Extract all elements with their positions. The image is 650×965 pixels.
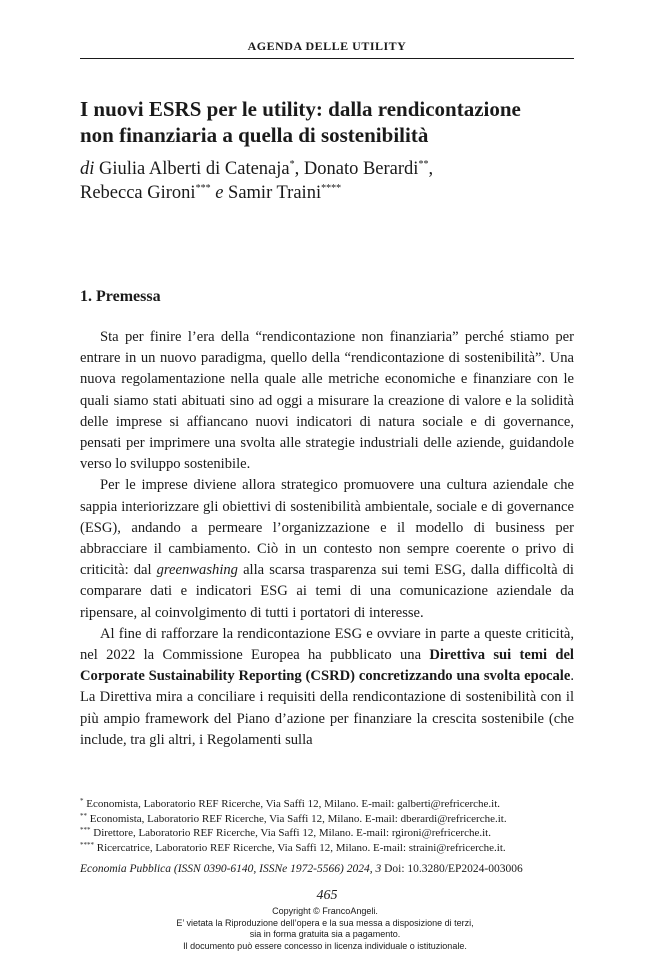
copyright-line: sia in forma gratuita sia a pagamento. bbox=[249, 929, 401, 939]
author-list bbox=[80, 157, 600, 205]
title-line-1: I nuovi ESRS per le utility: dalla rendicontazione bbox=[80, 97, 521, 121]
footnote-text: Economista, Laboratorio REF Ricerche, Via Saffi 12, Milano. E-mail: dberardi@refricerche.it. bbox=[89, 812, 507, 825]
copyright-notice bbox=[0, 906, 650, 952]
running-head: AGENDA DELLE UTILITY bbox=[247, 39, 407, 53]
body-text bbox=[80, 327, 574, 751]
footnotes bbox=[80, 797, 580, 855]
by-word: di bbox=[80, 159, 95, 179]
author-separator: , bbox=[294, 159, 304, 179]
footnote-mark: ** bbox=[418, 159, 429, 170]
paragraph-text: Al fine di rafforzare la rendicontazione ESG e ovviare in parte a queste criticità, nel 2022 la Commissione Europea ha pubblicato una bbox=[80, 625, 574, 664]
footnote-text: Ricercatrice, Laboratorio REF Ricerche, Via Saffi 12, Milano. E-mail: straini@refricerche.it. bbox=[96, 841, 506, 854]
author-name: Samir Traini bbox=[228, 183, 322, 203]
bold-emphasis: Direttiva sui temi del Corporate Sustainability Reporting (CSRD) concretizzando una svolta epocale bbox=[80, 647, 574, 685]
footnote-mark: **** bbox=[321, 183, 342, 194]
article-title bbox=[80, 96, 580, 148]
paragraph-text: . La Direttiva mira a conciliare i requisiti della rendicontazione di sostenibilità con il più ampio framework del Piano d’azione per finanziare la crescita sostenibile (che include, tra gli altri, i Regolamenti sulla bbox=[80, 668, 574, 748]
footnote bbox=[80, 826, 580, 841]
footnote bbox=[80, 797, 580, 812]
header-rule bbox=[80, 58, 574, 59]
author-name: Giulia Alberti di Catenaja bbox=[99, 159, 290, 179]
paragraph-text: alla scarsa trasparenza sui temi ESG, dalla difficoltà di comparare dati e indicatori ESG ai temi di una comunicazione aziendale da ripensare, al coinvolgimento di tutti i portatori di interesse. bbox=[80, 562, 574, 621]
italic-term: greenwashing bbox=[156, 562, 238, 579]
footnote-mark: * bbox=[289, 159, 295, 170]
title-line-2: non finanziaria a quella di sostenibilità bbox=[80, 123, 429, 147]
author-name: Donato Berardi bbox=[303, 159, 419, 179]
paragraph bbox=[80, 624, 574, 751]
page-number: 465 bbox=[316, 888, 338, 903]
footnote-mark: **** bbox=[80, 840, 94, 849]
footnote-mark: *** bbox=[80, 826, 91, 834]
footnote bbox=[80, 812, 580, 827]
copyright-line: Il documento può essere concesso in licenza individuale o istituzionale. bbox=[183, 940, 467, 951]
footnote-mark: * bbox=[80, 797, 84, 805]
paragraph-text: Per le imprese diviene allora strategico promuovere una cultura aziendale che sappia interiorizzare gli obiettivi di sostenibilità ambientale, sociale e di governance (ESG), andando a permeare l’organizzazione e il modello di business per abbracciare il cambiamento. Ciò in un contesto non sempre coerente o privo di criticità: dal bbox=[80, 477, 574, 579]
copyright-line: Copyright © FrancoAngeli. bbox=[272, 906, 378, 916]
section-heading: 1. Premessa bbox=[80, 288, 161, 305]
journal-info: Economia Pubblica (ISSN 0390-6140, ISSNe 1972-5566) 2024, 3 bbox=[80, 863, 382, 875]
paragraph bbox=[80, 475, 574, 623]
journal-citation bbox=[80, 863, 600, 875]
footnote-mark: ** bbox=[80, 811, 87, 820]
paragraph: Sta per finire l’era della “rendicontazione non finanziaria” perché stiamo per entrare in un nuovo paradigma, quello della “rendicontazione di sostenibilità”. Una nuova regolamentazione nella quale alle metriche economiche e finanziare con le quali siamo stati abituati sino ad oggi a misurare la creazione di valore e la solidità delle imprese si affiancano nuovi indicatori di natura sociale e di governance, pensati per imprimere una svolta alle strategie industriali delle aziende, guidandole verso lo sviluppo sostenibile. bbox=[80, 329, 574, 473]
footnote-mark: *** bbox=[195, 183, 211, 194]
and-word: e bbox=[215, 183, 224, 203]
footnote-text: Direttore, Laboratorio REF Ricerche, Via Saffi 12, Milano. E-mail: rgironi@refricerche.it. bbox=[93, 827, 491, 839]
footnote-text: Economista, Laboratorio REF Ricerche, Via Saffi 12, Milano. E-mail: galberti@refricerche.it. bbox=[86, 798, 501, 810]
copyright-line: E’ vietata la Riproduzione dell’opera e la sua messa a disposizione di terzi, bbox=[176, 917, 474, 928]
author-separator: , bbox=[428, 159, 434, 179]
author-name: Rebecca Gironi bbox=[80, 183, 196, 203]
footnote bbox=[80, 841, 580, 856]
doi: Doi: 10.3280/EP2024-003006 bbox=[384, 863, 523, 875]
